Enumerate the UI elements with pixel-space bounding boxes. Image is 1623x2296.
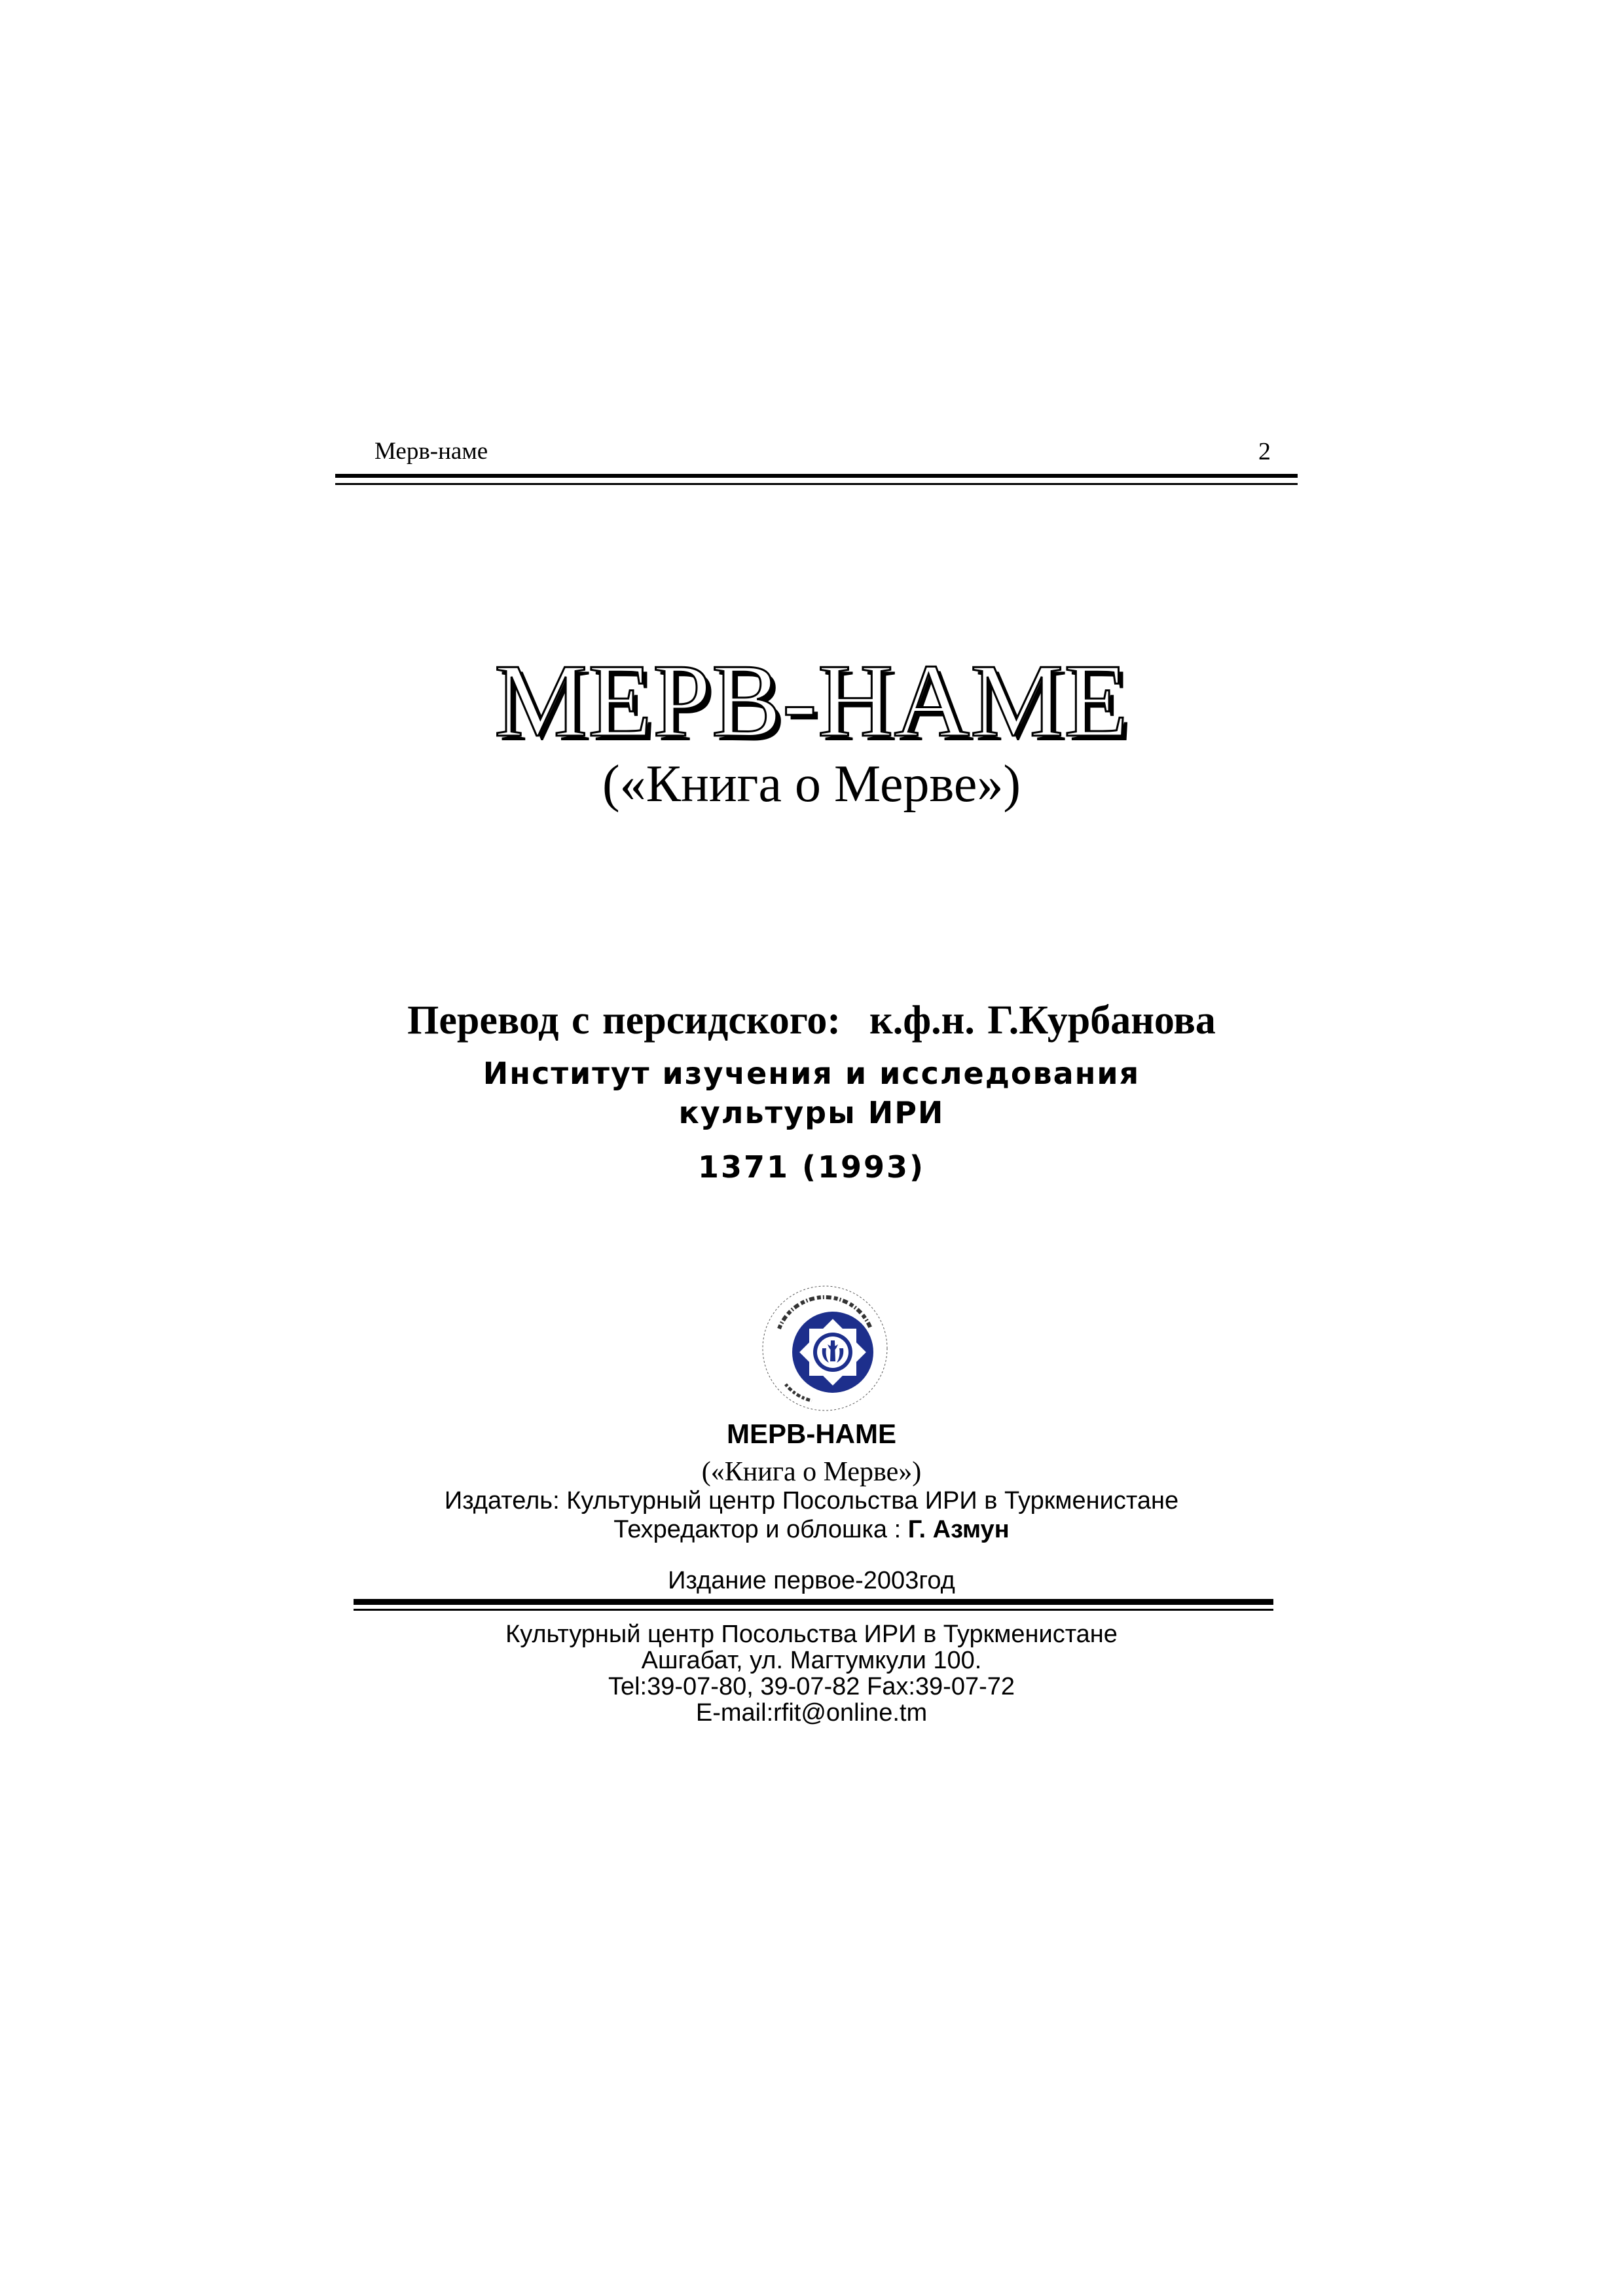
editor-line bbox=[0, 1517, 1623, 1542]
colophon-rule-thick bbox=[354, 1599, 1273, 1605]
book-subtitle: («Книга о Мерве») bbox=[602, 755, 1021, 813]
translation-prefix: Перевод с персидского: bbox=[407, 998, 841, 1043]
editor-name: Г. Азмун bbox=[907, 1516, 1010, 1543]
colophon-rule-thin bbox=[354, 1609, 1273, 1611]
institute-name-line-2: культуры ИРИ bbox=[678, 1095, 945, 1130]
running-header-title: Мерв-наме bbox=[374, 438, 488, 465]
book-title: МЕРВ-НАМЕ bbox=[494, 642, 1129, 759]
address-line-phone: Tel:39-07-80, 39-07-82 Fax:39-07-72 bbox=[608, 1673, 1015, 1700]
translation-credit bbox=[0, 1000, 1623, 1041]
cultural-center-emblem-icon bbox=[759, 1283, 890, 1414]
address-line-email: E-mail:rfit@online.tm bbox=[695, 1699, 928, 1727]
edition-line: Издание первое-2003год bbox=[668, 1567, 955, 1594]
editor-prefix: Техредактор и облошка : bbox=[613, 1516, 902, 1543]
page-number: 2 bbox=[1258, 438, 1271, 465]
translator-name: к.ф.н. Г.Курбанова bbox=[869, 998, 1216, 1043]
publication-year: 1371 (1993) bbox=[697, 1149, 926, 1185]
institute-name-line-1: Институт изучения и исследования bbox=[483, 1056, 1140, 1091]
address-line-street: Ашгабат, ул. Магтумкули 100. bbox=[641, 1647, 982, 1674]
header-rule-thin bbox=[335, 483, 1298, 485]
colophon-subtitle: («Книга о Мерве») bbox=[701, 1457, 922, 1487]
colophon-title: МЕРВ-НАМЕ bbox=[727, 1418, 896, 1449]
publisher-line: Издатель: Культурный центр Посольства ИРИ в Туркменистане bbox=[444, 1487, 1179, 1515]
header-rule-thick bbox=[335, 474, 1298, 478]
address-line-org: Культурный центр Посольства ИРИ в Туркменистане bbox=[505, 1621, 1118, 1648]
